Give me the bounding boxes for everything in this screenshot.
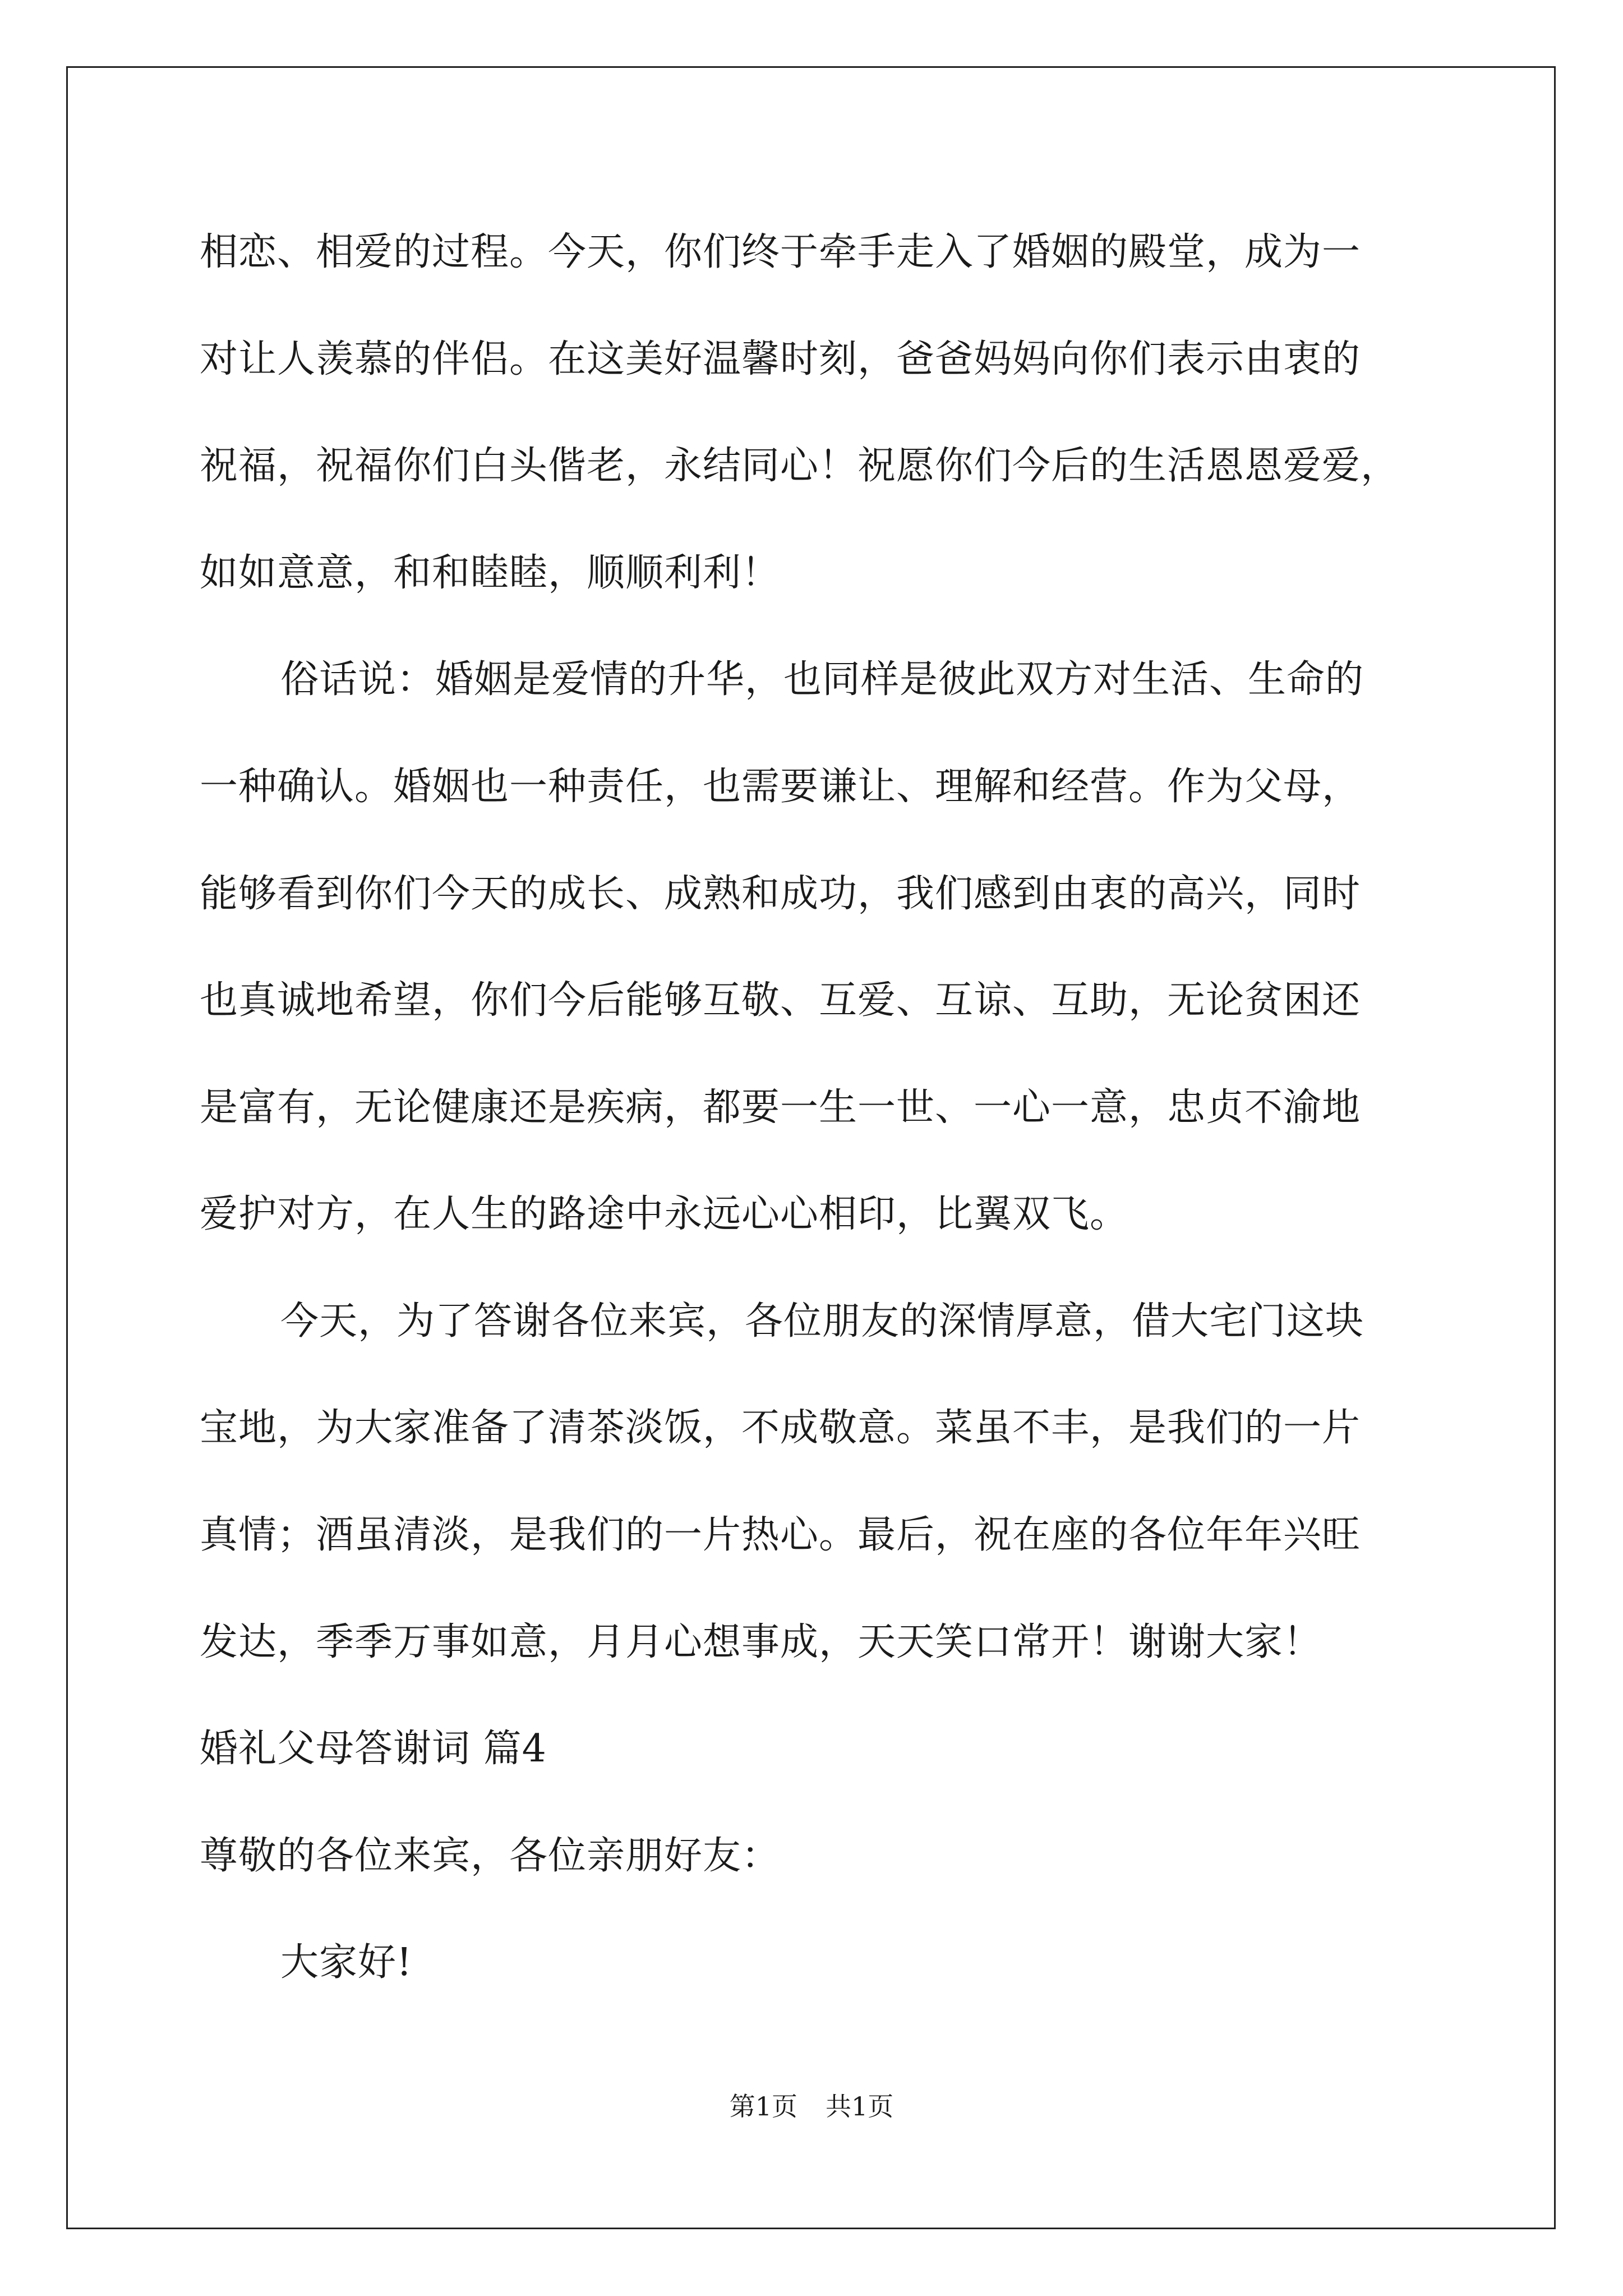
paragraph-start-line: 今天，为了答谢各位来宾，各位朋友的深情厚意，借大宅门这块 <box>280 1299 1364 1343</box>
salutation: 尊敬的各位来宾，各位亲朋好友： <box>200 1834 781 1878</box>
text-line: 宝地，为大家准备了清茶淡饭，不成敬意。菜虽不丰，是我们的一片 <box>200 1406 1361 1450</box>
page-border <box>66 66 1556 2229</box>
text-line: 如如意意，和和睦睦，顺顺利利！ <box>200 551 781 595</box>
page-footer <box>0 2091 1623 2122</box>
text-line: 一种确认。婚姻也一种责任，也需要谦让、理解和经营。作为父母， <box>200 765 1361 809</box>
text-line: 相恋、相爱的过程。今天，你们终于牵手走入了婚姻的殿堂，成为一 <box>200 230 1361 274</box>
text-line: 是富有，无论健康还是疾病，都要一生一世、一心一意，忠贞不渝地 <box>200 1085 1361 1130</box>
text-line: 真情；酒虽清淡，是我们的一片热心。最后，祝在座的各位年年兴旺 <box>200 1513 1361 1557</box>
text-line: 发达，季季万事如意，月月心想事成，天天笑口常开！谢谢大家！ <box>200 1620 1322 1664</box>
page-total: 共1页 <box>826 2091 894 2122</box>
text-line: 对让人羡慕的伴侣。在这美好温馨时刻，爸爸妈妈向你们表示由衷的 <box>200 337 1361 381</box>
text-line: 能够看到你们今天的成长、成熟和成功，我们感到由衷的高兴，同时 <box>200 872 1361 916</box>
greeting: 大家好! <box>280 1940 413 1985</box>
paragraph-start-line: 俗话说：婚姻是爱情的升华，也同样是彼此双方对生活、生命的 <box>280 657 1364 702</box>
text-line: 也真诚地希望，你们今后能够互敬、互爱、互谅、互助，无论贫困还 <box>200 978 1361 1023</box>
text-line: 爱护对方，在人生的路途中永远心心相印，比翼双飞。 <box>200 1192 1129 1236</box>
page-number: 第1页 <box>729 2091 797 2122</box>
section-heading: 婚礼父母答谢词 篇4 <box>200 1727 547 1771</box>
text-line: 祝福，祝福你们白头偕老，永结同心！祝愿你们今后的生活恩恩爱爱， <box>200 444 1400 488</box>
